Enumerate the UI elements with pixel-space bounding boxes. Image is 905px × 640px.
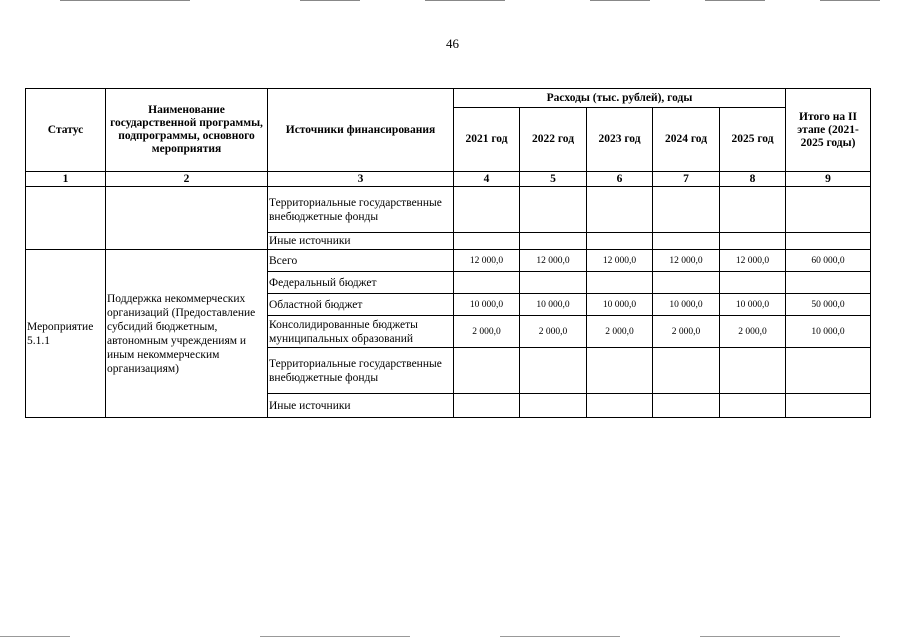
column-number: 8 — [720, 172, 786, 187]
table-row — [26, 250, 871, 272]
source-cell: Федеральный бюджет — [268, 272, 454, 294]
value-cell — [653, 394, 720, 418]
budget-table — [25, 88, 871, 418]
value-cell — [520, 272, 587, 294]
value-cell — [520, 394, 587, 418]
value-cell: 2 000,0 — [520, 316, 587, 348]
header-year: 2023 год — [587, 108, 653, 172]
value-cell: 12 000,0 — [520, 250, 587, 272]
value-cell — [720, 394, 786, 418]
value-cell — [653, 187, 720, 233]
value-cell — [587, 272, 653, 294]
table-row — [26, 187, 871, 233]
value-cell: 10 000,0 — [720, 294, 786, 316]
value-cell — [587, 348, 653, 394]
value-cell — [653, 272, 720, 294]
header-sources: Источники финансирования — [268, 89, 454, 172]
header-year: 2022 год — [520, 108, 587, 172]
source-cell: Консолидированные бюджеты муниципальных образований — [268, 316, 454, 348]
value-cell — [587, 394, 653, 418]
value-cell: 2 000,0 — [653, 316, 720, 348]
source-cell: Всего — [268, 250, 454, 272]
value-cell — [454, 348, 520, 394]
source-cell: Иные источники — [268, 233, 454, 250]
header-name: Наименование государственной программы, подпрограммы, основного мероприятия — [106, 89, 268, 172]
source-cell: Иные источники — [268, 394, 454, 418]
source-cell: Территориальные государственные внебюджетные фонды — [268, 187, 454, 233]
column-number: 1 — [26, 172, 106, 187]
column-number: 3 — [268, 172, 454, 187]
scan-bottom-rule — [0, 636, 70, 637]
header-year: 2024 год — [653, 108, 720, 172]
value-cell: 12 000,0 — [454, 250, 520, 272]
value-cell: 2 000,0 — [587, 316, 653, 348]
total-cell — [786, 394, 871, 418]
total-cell — [786, 233, 871, 250]
total-cell: 10 000,0 — [786, 316, 871, 348]
value-cell — [653, 348, 720, 394]
scan-bottom-rule — [260, 636, 410, 637]
column-number: 4 — [454, 172, 520, 187]
page-number: 46 — [446, 36, 459, 51]
header-status: Статус — [26, 89, 106, 172]
total-cell: 60 000,0 — [786, 250, 871, 272]
value-cell: 12 000,0 — [653, 250, 720, 272]
scan-top-rule — [425, 0, 505, 1]
scan-bottom-rule — [700, 636, 840, 637]
value-cell: 10 000,0 — [653, 294, 720, 316]
value-cell: 10 000,0 — [520, 294, 587, 316]
measure-status: Мероприятие 5.1.1 — [26, 250, 106, 418]
value-cell — [720, 233, 786, 250]
value-cell — [720, 272, 786, 294]
total-cell — [786, 348, 871, 394]
value-cell — [520, 348, 587, 394]
column-number-row — [26, 172, 871, 187]
source-cell: Областной бюджет — [268, 294, 454, 316]
value-cell — [454, 233, 520, 250]
column-number: 2 — [106, 172, 268, 187]
header-total: Итого на II этапе (2021-2025 годы) — [786, 89, 871, 172]
total-cell: 50 000,0 — [786, 294, 871, 316]
scan-top-rule — [60, 0, 190, 1]
value-cell — [720, 187, 786, 233]
header-expenses: Расходы (тыс. рублей), годы — [454, 89, 786, 108]
value-cell: 10 000,0 — [454, 294, 520, 316]
source-cell: Территориальные государственные внебюджетные фонды — [268, 348, 454, 394]
header-year: 2021 год — [454, 108, 520, 172]
scan-top-rule — [300, 0, 360, 1]
value-cell — [720, 348, 786, 394]
value-cell: 12 000,0 — [587, 250, 653, 272]
value-cell: 2 000,0 — [720, 316, 786, 348]
value-cell: 2 000,0 — [454, 316, 520, 348]
value-cell — [520, 233, 587, 250]
value-cell: 10 000,0 — [587, 294, 653, 316]
value-cell — [520, 187, 587, 233]
column-number: 7 — [653, 172, 720, 187]
value-cell: 12 000,0 — [720, 250, 786, 272]
column-number: 6 — [587, 172, 653, 187]
value-cell — [653, 233, 720, 250]
value-cell — [587, 233, 653, 250]
value-cell — [454, 187, 520, 233]
value-cell — [454, 272, 520, 294]
status-cell-empty — [26, 187, 106, 250]
name-cell-empty — [106, 187, 268, 250]
total-cell — [786, 272, 871, 294]
value-cell — [587, 187, 653, 233]
scan-top-rule — [590, 0, 650, 1]
value-cell — [454, 394, 520, 418]
column-number: 5 — [520, 172, 587, 187]
total-cell — [786, 187, 871, 233]
column-number: 9 — [786, 172, 871, 187]
measure-name: Поддержка некоммерческих организаций (Предоставление субсидий бюджетным, автономным учреждениям и иным некоммерческим организациям) — [106, 250, 268, 418]
header-year: 2025 год — [720, 108, 786, 172]
scan-bottom-rule — [500, 636, 620, 637]
scan-top-rule — [705, 0, 765, 1]
scan-top-rule — [820, 0, 880, 1]
